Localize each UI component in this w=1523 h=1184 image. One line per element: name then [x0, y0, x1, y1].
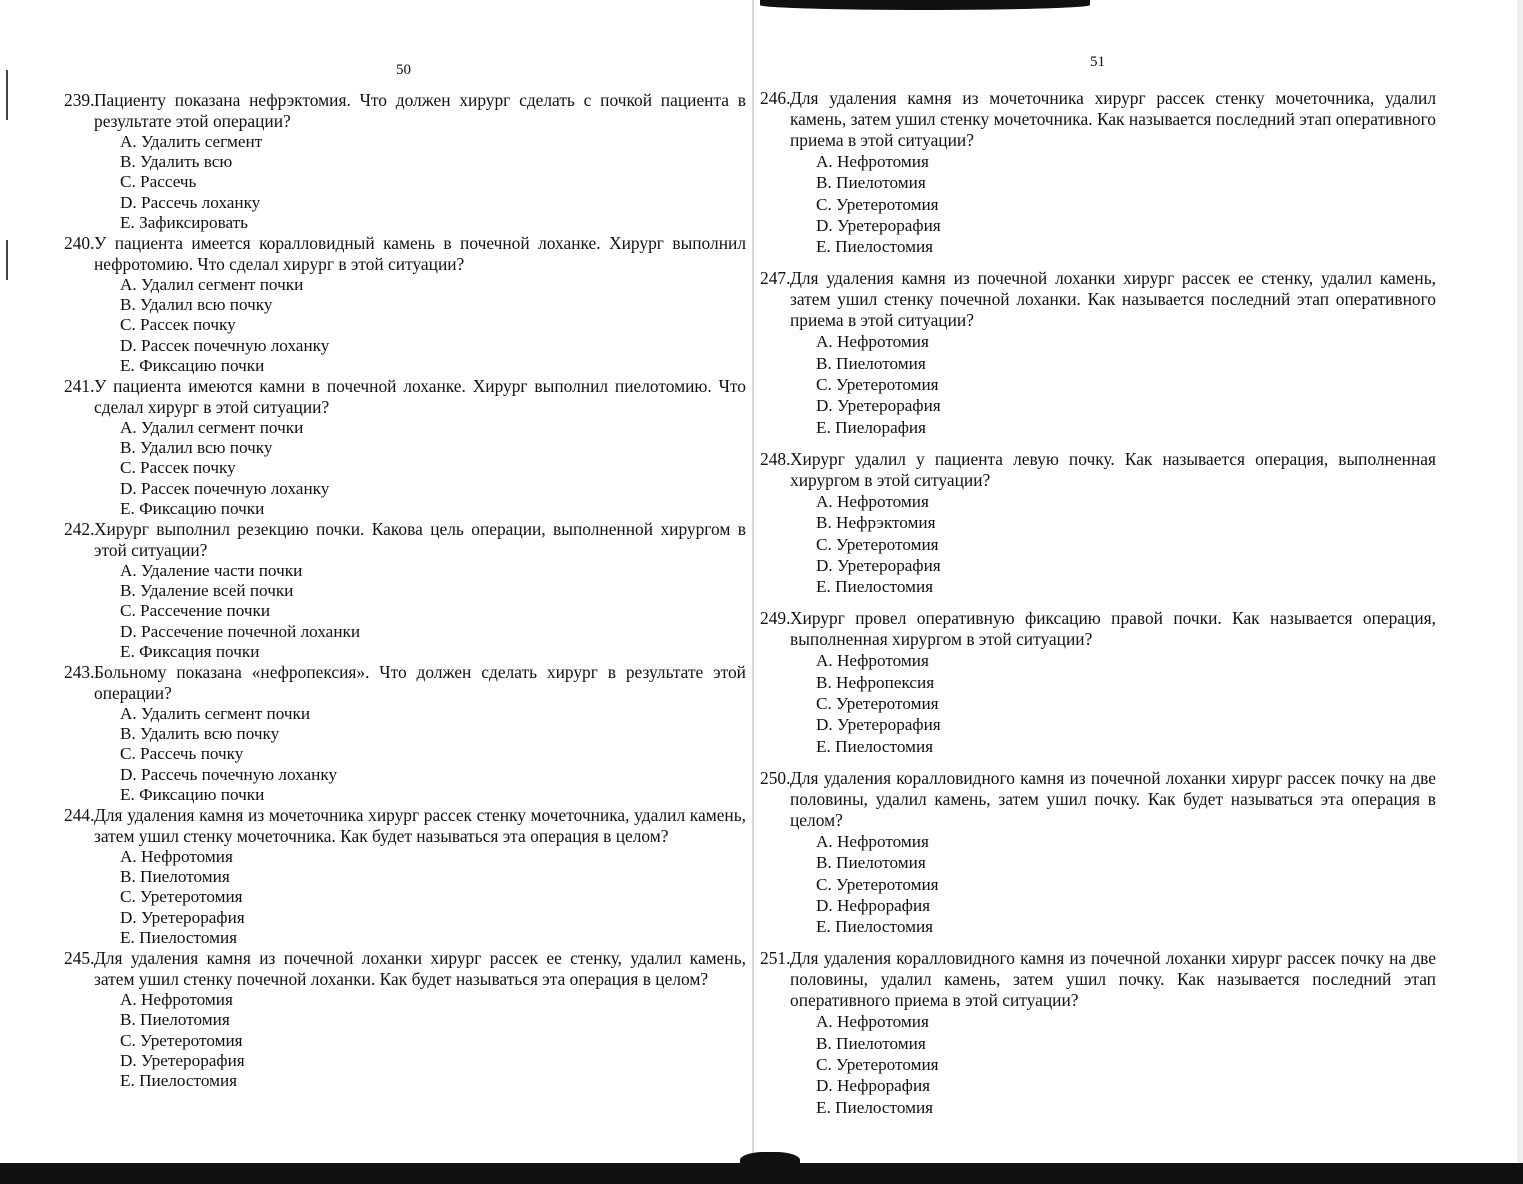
question-body: Больному показана «нефропексия». Что должен сделать хирург в результате этой операции? [94, 662, 746, 704]
question-text [760, 268, 1436, 331]
question-body: Пациенту показана нефрэктомия. Что должен хирург сделать с почкой пациента в результате этой операции? [94, 90, 746, 131]
answer-option: D. Рассек почечную лоханку [120, 335, 330, 355]
answer-option: D. Уретерорафия [816, 215, 941, 235]
answer-options [64, 275, 746, 376]
answer-option: С. Уретеротомия [120, 887, 243, 907]
question [64, 805, 746, 948]
question-text [64, 233, 746, 275]
answer-option: С. Рассечение почки [120, 601, 271, 621]
question-number: 246. [760, 88, 791, 108]
answer-options [760, 1011, 1436, 1117]
question-number: 251. [760, 948, 791, 969]
question-number: 240. [64, 233, 95, 254]
scan-shadow-bottom [0, 1163, 1523, 1184]
question-number: 249. [760, 608, 791, 629]
question [64, 519, 746, 662]
answer-option: D. Рассек почечную лоханку [120, 478, 330, 498]
question-text [64, 90, 746, 132]
question-text [760, 768, 1436, 831]
answer-options [760, 331, 1436, 437]
answer-option: Е. Пиелостомия [120, 1070, 238, 1090]
question-number: 245. [64, 948, 95, 969]
answer-options [64, 847, 746, 948]
answer-option: В. Пиелотомия [120, 1010, 230, 1030]
answer-option: С. Рассек почку [120, 458, 236, 478]
answer-option: А. Нефротомия [120, 990, 233, 1010]
answer-option: С. Уретеротомия [120, 1030, 243, 1050]
question-body: Для удаления камня из почечной лоханки хирург рассек ее стенку, удалил камень, затем ушил стенку почечной лоханки. Как будет называться эта операция в целом? [94, 948, 746, 990]
answer-option: D. Уретерорафия [120, 1050, 245, 1070]
answer-option: С. Рассечь почку [120, 744, 244, 764]
answer-option: А. Нефротомия [120, 847, 233, 867]
answer-option: Е. Фиксацию почки [120, 784, 265, 804]
answer-option: В. Пиелотомия [816, 1033, 926, 1053]
scan-mark [6, 240, 8, 280]
answer-option: Е. Пиелостомия [816, 237, 934, 257]
question-body: Для удаления камня из почечной лоханки хирург рассек ее стенку, удалил камень, затем ушил стенку почечной лоханки. Как называется последний этап оперативного приема в этой ситуации? [790, 268, 1436, 331]
answer-option: D. Уретерорафия [816, 396, 941, 416]
question [760, 88, 1436, 257]
answer-option: С. Уретеротомия [816, 194, 939, 214]
scan-mark [6, 70, 8, 120]
question [760, 768, 1436, 937]
page-number: 50 [396, 62, 411, 78]
question-text [760, 948, 1436, 1011]
question-number: 247. [760, 268, 791, 289]
question [64, 948, 746, 1091]
answer-option: С. Уретеротомия [816, 1055, 939, 1075]
answer-option: В. Пиелотомия [120, 867, 230, 887]
answer-option: Е. Зафиксировать [120, 212, 249, 232]
question-list [760, 88, 1436, 1129]
question-text [64, 805, 746, 847]
question [64, 376, 746, 519]
question [64, 233, 746, 376]
answer-options [64, 561, 746, 662]
answer-option: D. Рассечь почечную лоханку [120, 764, 338, 784]
answer-option: В. Удалил всю почку [120, 438, 273, 458]
question-body: Хирург выполнил резекцию почки. Какова цель операции, выполненной хирургом в этой ситуации? [94, 519, 746, 561]
answer-options [64, 704, 746, 805]
answer-option: Е. Пиелорафия [816, 417, 926, 437]
question [760, 268, 1436, 437]
question-text [760, 449, 1436, 491]
question-body: Для удаления коралловидного камня из почечной лоханки хирург рассек почку на две половины, удалил камень, затем ушил почку. Как будет называться эта операция в целом? [790, 767, 1436, 830]
answer-options [64, 132, 746, 233]
answer-option: D. Нефрорафия [816, 1076, 931, 1096]
answer-option: С. Уретеротомия [816, 534, 939, 554]
answer-option: А. Нефротомия [816, 651, 929, 671]
question-text [760, 88, 1436, 151]
question [760, 948, 1436, 1117]
answer-options [760, 151, 1436, 257]
question-number: 244. [64, 805, 95, 826]
answer-option: Е. Фиксацию почки [120, 498, 265, 518]
question [760, 608, 1436, 756]
answer-option: А. Нефротомия [816, 491, 929, 511]
question-text [760, 608, 1436, 650]
question-text [64, 376, 746, 418]
answer-option: Е. Пиелостомия [816, 1097, 934, 1117]
answer-option: В. Пиелотомия [816, 173, 926, 193]
answer-option: А. Удалил сегмент почки [120, 418, 304, 438]
answer-option: D. Уретерорафия [120, 907, 245, 927]
answer-options [760, 831, 1436, 937]
answer-option: А. Нефротомия [816, 332, 929, 352]
question-body: Для удаления камня из мочеточника хирург рассек стенку мочеточника, удалил камень, затем ушил стенку мочеточника. Как называется последний этап оперативного приема в этой ситуации? [790, 88, 1436, 150]
question-body: Хирург удалил у пациента левую почку. Как называется операция, выполненная хирургом в этой ситуации? [790, 448, 1436, 490]
book-gutter [752, 0, 754, 1184]
question-list [64, 90, 746, 1091]
question-number: 239. [64, 90, 95, 110]
answer-option: Е. Фиксация почки [120, 641, 260, 661]
answer-option: С. Уретеротомия [816, 694, 939, 714]
answer-option: С. Уретеротомия [816, 375, 939, 395]
answer-option: А. Удалить сегмент почки [120, 704, 311, 724]
answer-option: А. Нефротомия [816, 831, 929, 851]
answer-option: В. Удаление всей почки [120, 581, 294, 601]
answer-option: Е. Пиелостомия [816, 736, 934, 756]
answer-option: А. Удалить сегмент [120, 132, 263, 151]
answer-option: С. Рассек почку [120, 315, 236, 335]
answer-option: D. Уретерорафия [816, 555, 941, 575]
question [760, 449, 1436, 597]
answer-option: Е. Фиксацию почки [120, 355, 265, 375]
answer-option: В. Удалить всю [120, 152, 233, 172]
answer-option: А. Нефротомия [816, 1012, 929, 1032]
scan-shadow-top [760, 0, 1090, 10]
page-edge-right [1517, 0, 1523, 1184]
answer-option: А. Удаление части почки [120, 561, 303, 581]
answer-option: В. Нефропексия [816, 672, 935, 692]
answer-option: D. Нефрорафия [816, 895, 931, 915]
question-number: 248. [760, 448, 791, 469]
question-number: 242. [64, 519, 95, 540]
question-text [64, 662, 746, 704]
answer-option: Е. Пиелостомия [120, 927, 238, 947]
answer-option: В. Удалить всю почку [120, 724, 280, 744]
answer-options [64, 990, 746, 1091]
question-number: 250. [760, 767, 791, 788]
answer-option: Е. Пиелостомия [816, 917, 934, 937]
answer-option: В. Пиелотомия [816, 353, 926, 373]
answer-option: С. Рассечь [120, 172, 197, 192]
answer-option: D. Рассечь лоханку [120, 192, 261, 212]
question-number: 241. [64, 376, 95, 397]
question-body: У пациента имеется коралловидный камень в почечной лоханке. Хирург выполнил нефротомию. Что сделал хирург в этой ситуации? [94, 233, 746, 275]
answer-option: А. Удалил сегмент почки [120, 275, 304, 295]
question [64, 90, 746, 233]
answer-options [64, 418, 746, 519]
question-number: 243. [64, 662, 95, 683]
question-text [64, 519, 746, 561]
question [64, 662, 746, 805]
question-text [64, 948, 746, 990]
question-body: У пациента имеются камни в почечной лоханке. Хирург выполнил пиелотомию. Что сделал хирург в этой ситуации? [94, 376, 746, 418]
answer-option: В. Удалил всю почку [120, 295, 273, 315]
answer-options [760, 491, 1436, 597]
answer-option: С. Уретеротомия [816, 874, 939, 894]
question-body: Для удаления коралловидного камня из почечной лоханки хирург рассек почку на две половины, удалил камень, затем ушил почку. Как называется последний этап оперативного приема в этой ситуации? [790, 948, 1436, 1011]
answer-option: D. Рассечение почечной лоханки [120, 621, 361, 641]
answer-option: D. Уретерорафия [816, 715, 941, 735]
page-number: 51 [1090, 54, 1105, 70]
answer-option: А. Нефротомия [816, 152, 929, 171]
answer-option: В. Нефрэктомия [816, 513, 936, 533]
question-body: Хирург провел оперативную фиксацию правой почки. Как называется операция, выполненная хирургом в этой ситуации? [790, 608, 1436, 650]
answer-option: Е. Пиелостомия [816, 577, 934, 597]
answer-options [760, 650, 1436, 756]
answer-option: В. Пиелотомия [816, 853, 926, 873]
question-body: Для удаления камня из мочеточника хирург рассек стенку мочеточника, удалил камень, затем ушил стенку мочеточника. Как будет называться эта операция в целом? [94, 805, 746, 847]
